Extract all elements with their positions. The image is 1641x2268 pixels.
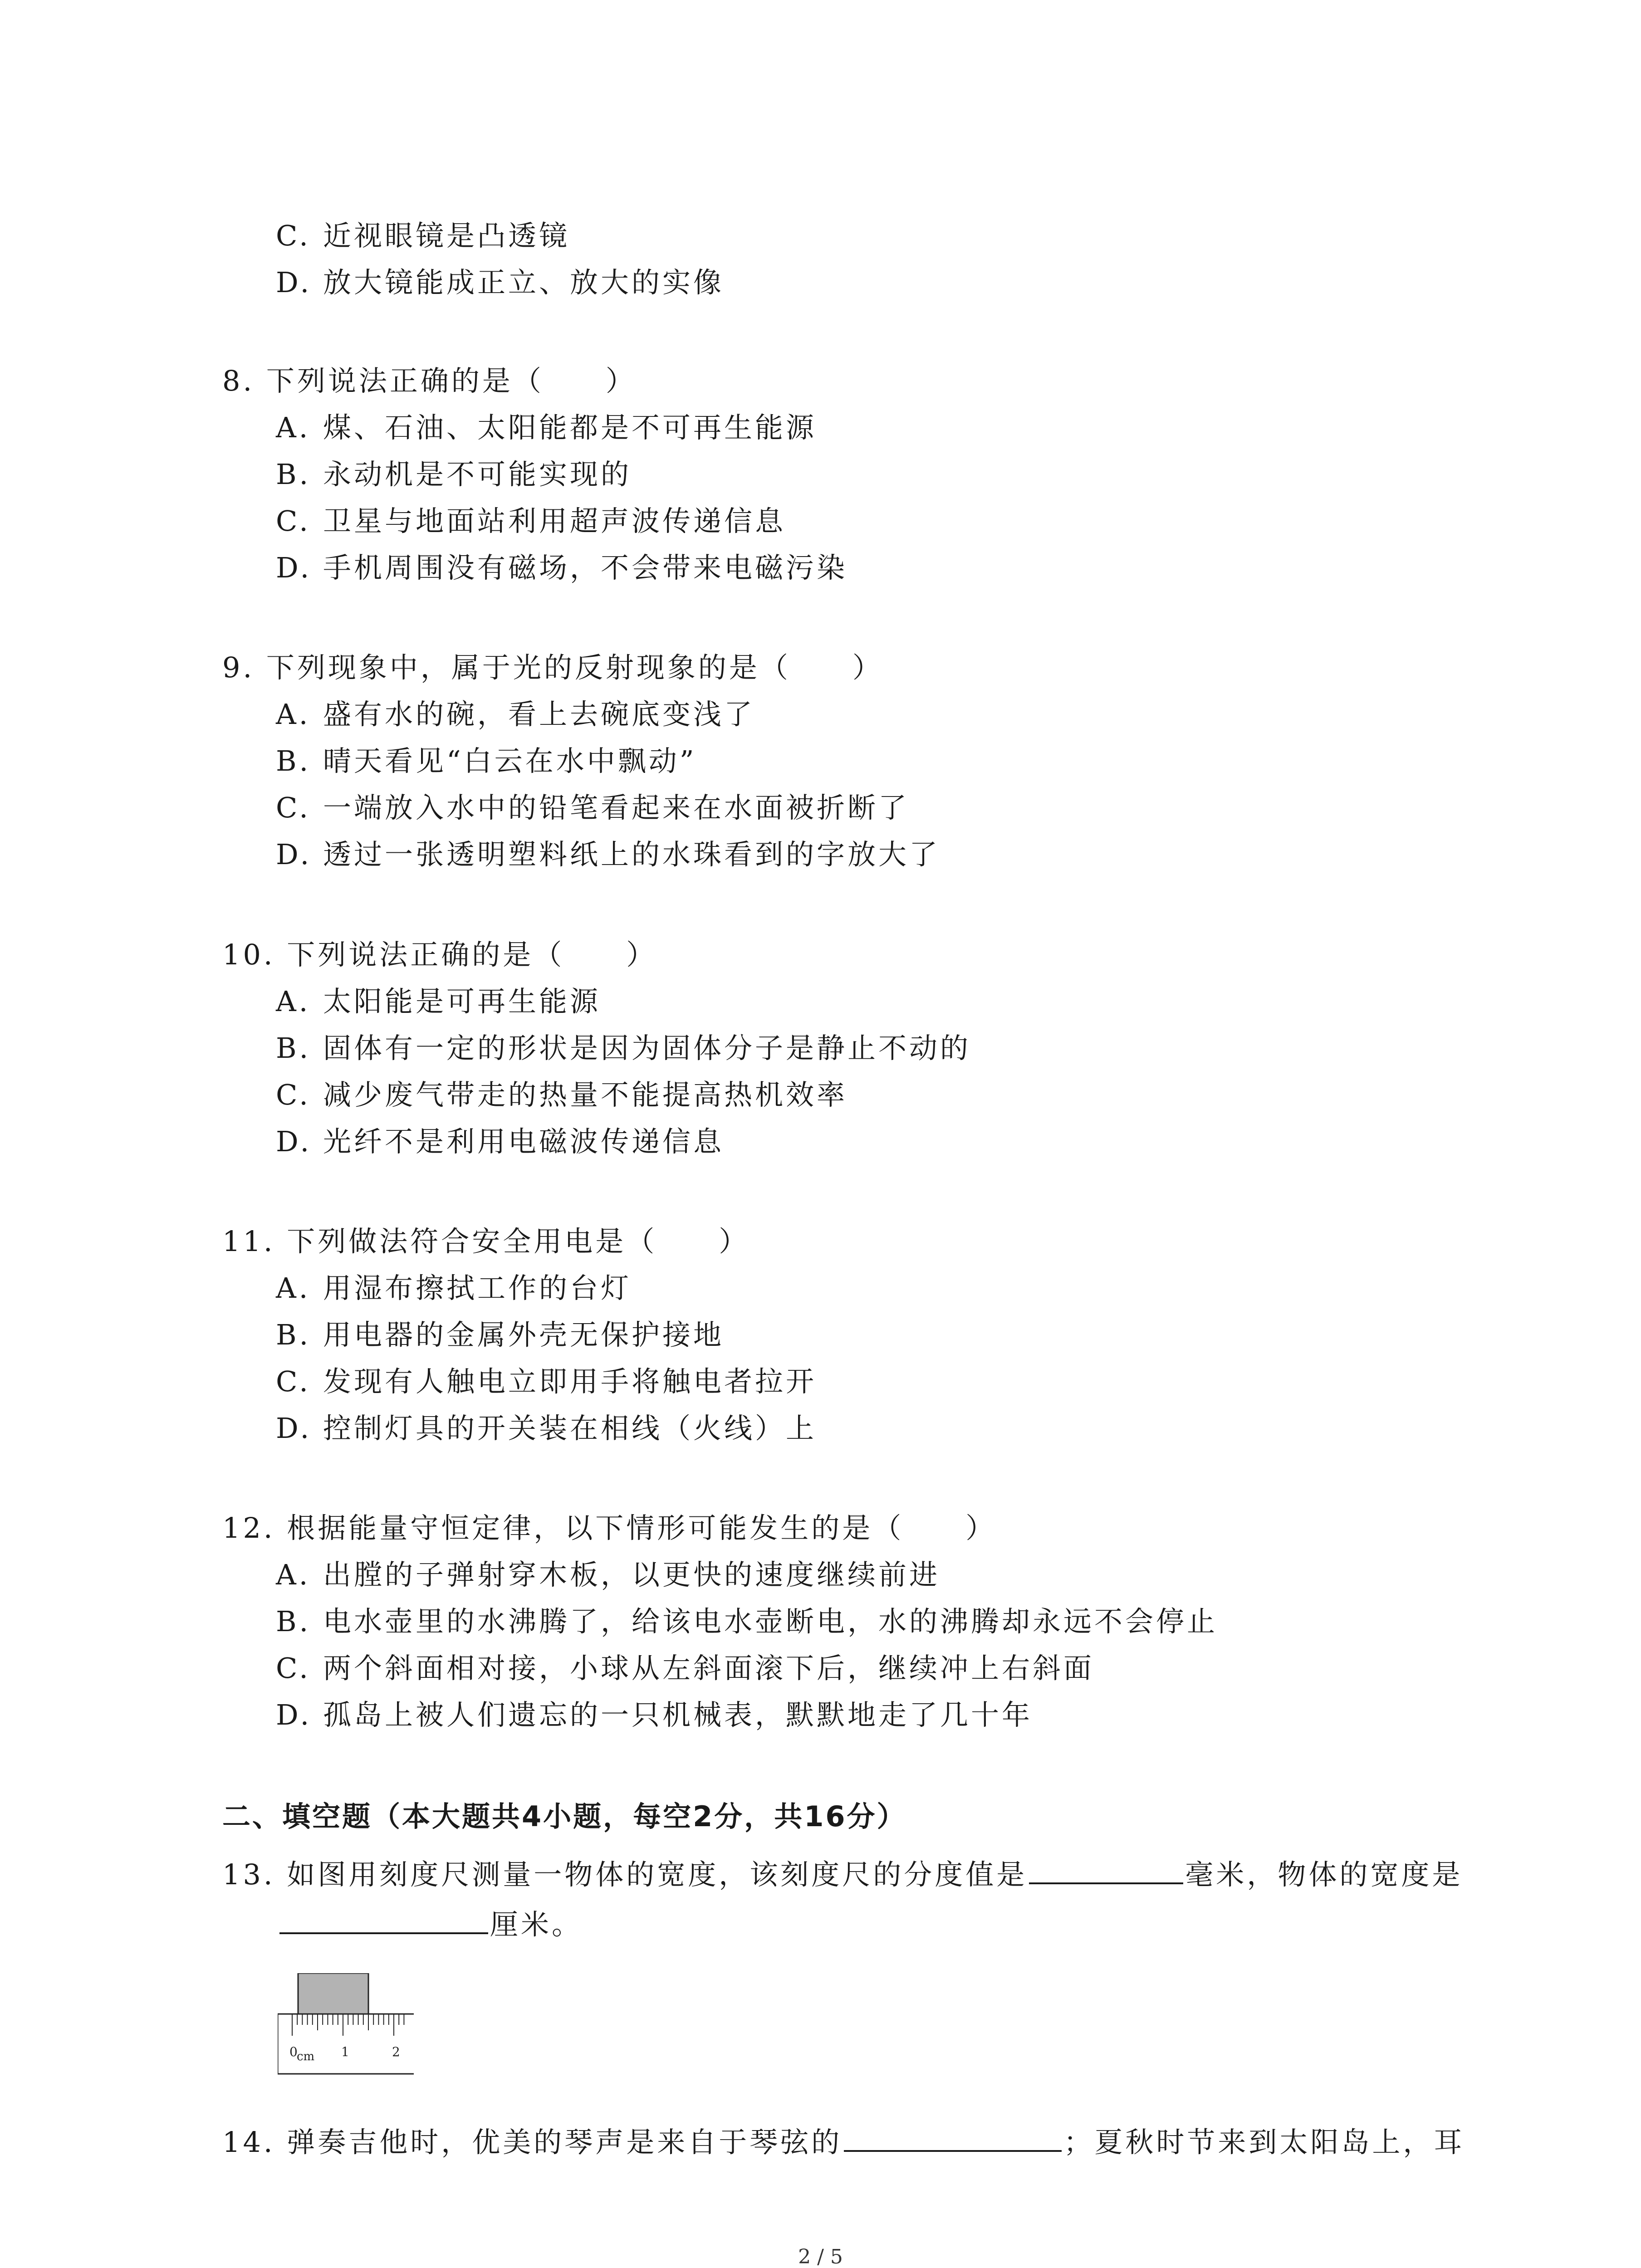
- ruler-label-cm: cm: [297, 2050, 315, 2063]
- option-text: 太阳能是可再生能源: [323, 985, 601, 1018]
- q8-option-d: [276, 550, 847, 586]
- option-text: 近视眼镜是凸透镜: [323, 219, 570, 252]
- option-text: 一端放入水中的铅笔看起来在水面被折断了: [323, 791, 910, 824]
- option-letter: A.: [276, 1271, 311, 1305]
- q10-option-b: [276, 1030, 971, 1066]
- q13-blank-2[interactable]: [279, 1905, 488, 1934]
- q13-text-1: 13. 如图用刻度尺测量一物体的宽度，该刻度尺的分度值是: [222, 1858, 1028, 1891]
- option-letter: D.: [276, 1125, 312, 1158]
- question-12-stem: 12. 根据能量守恒定律，以下情形可能发生的是（ ）: [222, 1511, 997, 1545]
- page-number: 2 / 5: [798, 2245, 843, 2268]
- option-text: 晴天看见“白云在水中飘动”: [323, 744, 697, 777]
- option-text: 卫星与地面站利用超声波传递信息: [323, 504, 786, 538]
- option-letter: C.: [276, 1365, 311, 1398]
- option-text: 盛有水的碗，看上去碗底变浅了: [323, 698, 755, 731]
- option-letter: C.: [276, 1652, 311, 1685]
- q9-option-d: [276, 836, 940, 873]
- q10-option-d: [276, 1124, 724, 1160]
- option-letter: C.: [276, 791, 311, 824]
- option-text: 出膛的子弹射穿木板，以更快的速度继续前进: [323, 1558, 941, 1591]
- q13-text-3: 厘米。: [490, 1908, 583, 1941]
- option-text: 用湿布擦拭工作的台灯: [323, 1271, 632, 1305]
- option-text: 减少废气带走的热量不能提高热机效率: [323, 1078, 848, 1111]
- q11-option-b: [276, 1317, 724, 1353]
- question-14-stem: [222, 2123, 1465, 2160]
- option-letter: C.: [276, 504, 311, 538]
- option-text: 孤岛上被人们遗忘的一只机械表，默默地走了几十年: [323, 1698, 1033, 1731]
- question-8-stem: 8. 下列说法正确的是（ ）: [222, 364, 637, 397]
- q12-option-b: [276, 1603, 1218, 1640]
- option-letter: B.: [276, 1031, 311, 1065]
- q8-option-c: [276, 503, 786, 539]
- q11-option-d: [276, 1410, 817, 1447]
- option-text: 用电器的金属外壳无保护接地: [323, 1318, 725, 1351]
- option-text: 控制灯具的开关装在相线（火线）上: [323, 1412, 817, 1445]
- question-13-stem: [222, 1855, 1463, 1893]
- option-letter: D.: [276, 1698, 312, 1731]
- option-d-top: [276, 264, 724, 301]
- option-text: 永动机是不可能实现的: [323, 458, 632, 491]
- option-letter: A.: [276, 1558, 311, 1591]
- option-text: 透过一张透明塑料纸上的水珠看到的字放大了: [323, 838, 941, 871]
- option-letter: D.: [276, 266, 312, 299]
- q12-option-a: [276, 1557, 940, 1593]
- ruler-ticks: [292, 2014, 404, 2036]
- option-letter: C.: [276, 1078, 311, 1111]
- option-letter: D.: [276, 838, 312, 871]
- q8-option-b: [276, 456, 632, 493]
- q12-option-d: [276, 1697, 1033, 1733]
- option-letter: B.: [276, 458, 311, 491]
- option-letter: A.: [276, 411, 311, 444]
- option-letter: C.: [276, 219, 311, 252]
- q11-option-a: [276, 1270, 632, 1306]
- ruler-label-0: 0: [289, 2044, 298, 2059]
- ruler-label-1: 1: [341, 2044, 349, 2059]
- question-11-stem: 11. 下列做法符合安全用电是（ ）: [222, 1225, 750, 1258]
- q14-text-2: ；夏秋时节来到太阳岛上，耳: [1063, 2126, 1465, 2159]
- q13-blank-1[interactable]: [1029, 1855, 1183, 1884]
- option-letter: B.: [276, 744, 311, 777]
- option-letter: D.: [276, 1412, 312, 1445]
- q9-option-a: [276, 696, 755, 733]
- option-letter: B.: [276, 1318, 311, 1351]
- q11-option-c: [276, 1364, 817, 1400]
- option-text: 电水壶里的水沸腾了，给该电水壶断电，水的沸腾却永远不会停止: [323, 1605, 1218, 1638]
- option-letter: A.: [276, 698, 311, 731]
- q13-text-2: 毫米，物体的宽度是: [1185, 1858, 1463, 1891]
- q8-option-a: [276, 410, 817, 446]
- q9-option-b: [276, 743, 696, 779]
- ruler-label-2: 2: [392, 2044, 400, 2059]
- option-text: 固体有一定的形状是因为固体分子是静止不动的: [323, 1031, 971, 1065]
- q14-blank-1[interactable]: [844, 2123, 1062, 2152]
- question-9-stem: 9. 下列现象中，属于光的反射现象的是（ ）: [222, 651, 883, 684]
- option-text: 发现有人触电立即用手将触电者拉开: [323, 1365, 817, 1398]
- q10-option-c: [276, 1077, 847, 1113]
- question-10-stem: 10. 下列说法正确的是（ ）: [222, 938, 657, 971]
- q14-text-1: 14. 弹奏吉他时，优美的琴声是来自于琴弦的: [222, 2126, 843, 2159]
- section-2-heading: 二、填空题（本大题共4小题，每空2分，共16分）: [222, 1800, 907, 1833]
- option-c-top: [276, 218, 570, 254]
- option-letter: A.: [276, 985, 311, 1018]
- option-text: 手机周围没有磁场，不会带来电磁污染: [323, 551, 848, 584]
- q9-option-c: [276, 790, 909, 826]
- question-13-cont: [278, 1905, 583, 1943]
- option-text: 放大镜能成正立、放大的实像: [323, 266, 725, 299]
- option-text: 两个斜面相对接，小球从左斜面滚下后，继续冲上右斜面: [323, 1652, 1095, 1685]
- q10-option-a: [276, 983, 601, 1020]
- option-text: 光纤不是利用电磁波传递信息: [323, 1125, 725, 1158]
- option-letter: B.: [276, 1605, 311, 1638]
- option-letter: D.: [276, 551, 312, 584]
- option-text: 煤、石油、太阳能都是不可再生能源: [323, 411, 817, 444]
- ruler-figure: [278, 1973, 423, 2077]
- q12-option-c: [276, 1650, 1094, 1686]
- measured-object: [298, 1973, 368, 2014]
